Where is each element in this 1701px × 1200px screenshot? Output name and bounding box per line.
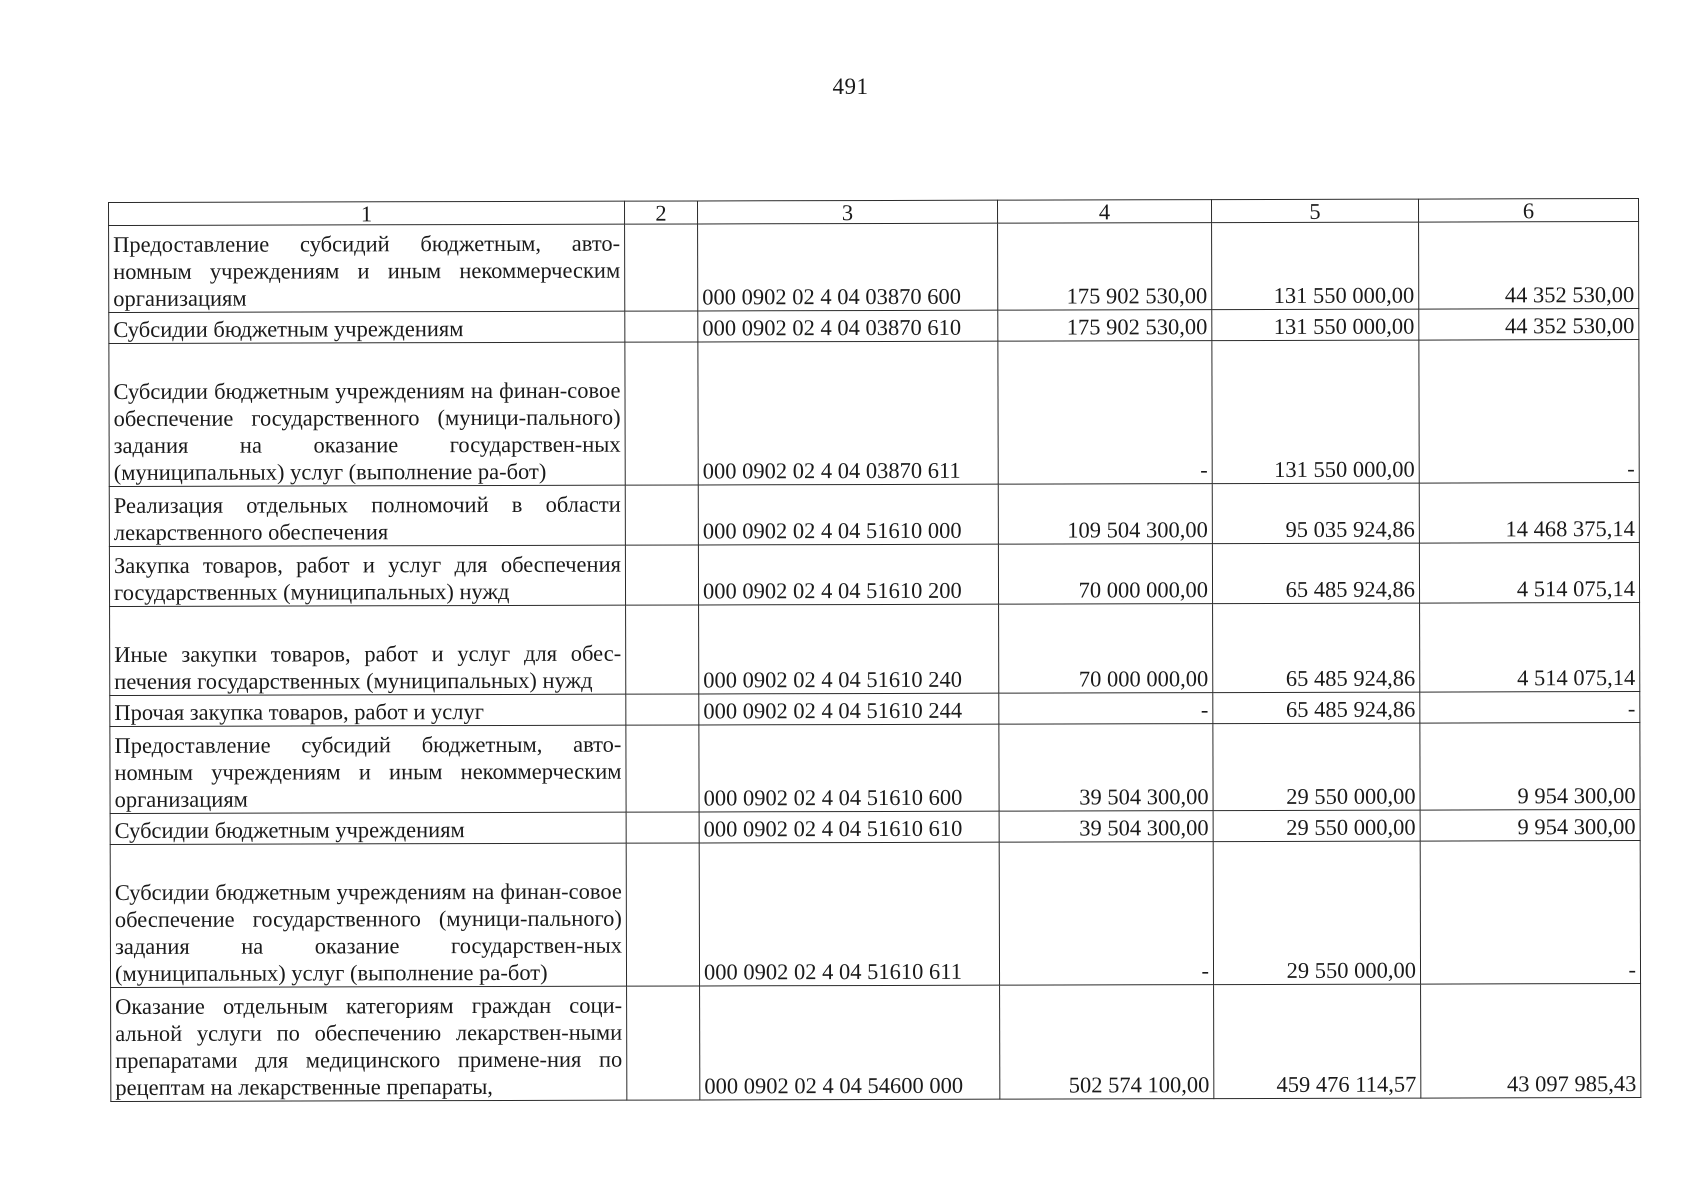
table-row	[110, 602, 1640, 695]
row-col2	[626, 694, 699, 725]
row-name: Субсидии бюджетным учреждениям	[110, 812, 626, 844]
row-col2	[625, 545, 698, 605]
column-header-2: 2	[624, 201, 697, 224]
column-header-4: 4	[997, 200, 1211, 224]
row-col2	[625, 224, 698, 311]
row-col5: 29 550 000,00	[1213, 841, 1420, 985]
row-code: 000 0902 02 4 04 51610 244	[699, 693, 999, 725]
row-col6: -	[1420, 691, 1640, 723]
row-col6: 44 352 530,00	[1419, 308, 1639, 340]
column-header-6: 6	[1418, 198, 1638, 222]
row-code: 000 0902 02 4 04 51610 610	[699, 811, 999, 843]
row-name: Прочая закупка товаров, работ и услуг	[110, 694, 626, 726]
row-col6: 4 514 075,14	[1420, 602, 1640, 692]
row-col6: 43 097 985,43	[1421, 983, 1641, 1098]
row-code: 000 0902 02 4 04 03870 610	[698, 310, 998, 342]
row-col2	[625, 342, 698, 485]
row-col2	[627, 986, 700, 1100]
row-col4: -	[999, 842, 1213, 986]
table-row	[110, 809, 1640, 844]
table-row	[110, 722, 1640, 813]
row-name: Иные закупки товаров, работ и услуг для обес-печения государственных (муниципальных) нужд	[110, 605, 626, 695]
table-row	[109, 221, 1639, 312]
row-col4: -	[999, 693, 1213, 725]
table-row	[110, 840, 1640, 987]
row-name: Предоставление субсидий бюджетным, авто-номным учреждениям и иным некоммерческим организациям	[109, 224, 625, 312]
row-col6: 4 514 075,14	[1419, 542, 1639, 603]
row-col2	[626, 843, 699, 986]
row-col4: -	[998, 341, 1212, 485]
row-col4: 39 504 300,00	[999, 811, 1213, 843]
row-col5: 95 035 924,86	[1212, 483, 1419, 544]
row-code: 000 0902 02 4 04 03870 600	[698, 223, 998, 311]
row-name: Субсидии бюджетным учреждениям на финан-совое обеспечение государственного (муници-пального) задания на оказание государствен-ных (муниципальных) услуг (выполнение ра-бот)	[109, 342, 625, 486]
row-col6: 44 352 530,00	[1419, 221, 1639, 309]
row-col5: 65 485 924,86	[1213, 603, 1420, 693]
row-col4: 502 574 100,00	[1000, 985, 1214, 1100]
row-col2	[625, 485, 698, 545]
row-col4: 109 504 300,00	[998, 484, 1212, 545]
row-col4: 175 902 530,00	[998, 310, 1212, 342]
row-col5: 459 476 114,57	[1214, 984, 1421, 1099]
page-number: 491	[832, 74, 869, 99]
row-name: Субсидии бюджетным учреждениям	[109, 311, 625, 343]
row-col4: 70 000 000,00	[998, 544, 1212, 605]
row-code: 000 0902 02 4 04 51610 611	[699, 842, 999, 986]
row-name: Реализация отдельных полномочий в области лекарственного обеспечения	[109, 485, 625, 546]
table-row	[109, 339, 1639, 486]
table-row	[109, 308, 1639, 343]
column-header-5: 5	[1211, 199, 1418, 223]
table-row	[109, 482, 1639, 546]
row-col2	[626, 725, 699, 812]
row-code: 000 0902 02 4 04 51610 200	[698, 544, 998, 605]
row-code: 000 0902 02 4 04 51610 000	[698, 484, 998, 545]
row-col6: -	[1420, 840, 1640, 984]
row-col2	[626, 812, 699, 843]
row-name: Субсидии бюджетным учреждениям на финан-совое обеспечение государственного (муници-пального) задания на оказание государствен-ных (муниципальных) услуг (выполнение ра-бот)	[110, 843, 626, 987]
table-row	[111, 983, 1641, 1101]
row-col4: 70 000 000,00	[999, 604, 1213, 694]
budget-table	[108, 198, 1641, 1102]
row-col4: 39 504 300,00	[999, 724, 1213, 812]
row-code: 000 0902 02 4 04 54600 000	[700, 985, 1000, 1100]
row-col2	[625, 311, 698, 342]
row-col5: 131 550 000,00	[1212, 340, 1419, 484]
row-code: 000 0902 02 4 04 51610 600	[699, 724, 999, 812]
row-col6: 14 468 375,14	[1419, 482, 1639, 543]
row-col6: 9 954 300,00	[1420, 722, 1640, 810]
row-col5: 131 550 000,00	[1212, 309, 1419, 341]
budget-table-container	[108, 198, 1640, 1102]
row-col5: 29 550 000,00	[1213, 810, 1420, 842]
row-col5: 29 550 000,00	[1213, 723, 1420, 811]
row-col6: -	[1419, 339, 1639, 483]
row-col5: 65 485 924,86	[1213, 692, 1420, 724]
column-header-1: 1	[109, 201, 625, 225]
table-row	[109, 542, 1639, 606]
row-name: Оказание отдельным категориям граждан соци-альной услуги по обеспечению лекарствен-ными препаратами для медицинского примене-ния по рецептам на лекарственные препараты,	[111, 986, 627, 1101]
row-name: Предоставление субсидий бюджетным, авто-номным учреждениям и иным некоммерческим организациям	[110, 725, 626, 813]
row-col2	[626, 605, 699, 694]
column-header-3: 3	[697, 200, 997, 224]
row-col4: 175 902 530,00	[998, 223, 1212, 311]
row-name: Закупка товаров, работ и услуг для обеспечения государственных (муниципальных) нужд	[109, 545, 625, 606]
row-col6: 9 954 300,00	[1420, 809, 1640, 841]
row-col5: 131 550 000,00	[1212, 222, 1419, 310]
row-col5: 65 485 924,86	[1212, 543, 1419, 604]
row-code: 000 0902 02 4 04 03870 611	[698, 341, 998, 485]
table-row	[110, 691, 1640, 726]
row-code: 000 0902 02 4 04 51610 240	[699, 604, 999, 694]
